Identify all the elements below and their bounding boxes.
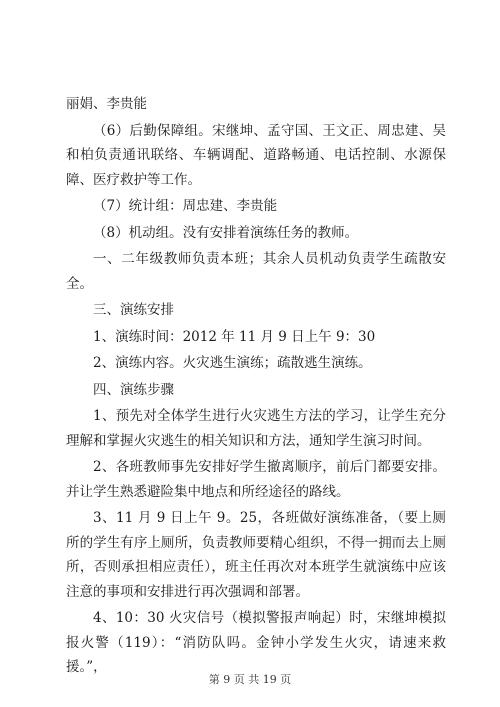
section-heading-drill-arrangement: 三、演练安排 — [93, 302, 174, 318]
paragraph-step-2: 2、各班教师事先安排好学生撤离顺序，前后门都要安排。并让学生熟悉避险集中地点和所经途径的路线。 — [66, 459, 446, 500]
paragraph-continuation: 丽娟、李贵能 — [66, 96, 147, 112]
section-heading-drill-steps: 四、演练步骤 — [93, 381, 174, 398]
paragraph-step-3: 3、11 月 9 日上午 9。25，各班做好演练准备，（要上厕所的学生有序上厕所，负责教师要精心组织，不得一拥而去上厕所，否则承担相应责任），班主任再次对本班学生就演练中应该注意的事项和安排进行再次强调和部署。 — [66, 510, 446, 600]
paragraph-step-4: 4、10：30 火灾信号（模拟警报声响起）时，宋继坤模拟报火警（119）：“消防队吗。金钟小学发生火灾，请速来救援。”， — [66, 610, 446, 675]
page-number-footer: 第 9 页 共 19 页 — [208, 673, 292, 686]
paragraph-logistics-group: （6）后勤保障组。宋继坤、孟守国、王文正、周忠建、吴和柏负责通讯联络、车辆调配、道路畅通、电话控制、水源保障、医疗救护等工作。 — [66, 122, 446, 188]
paragraph-drill-time: 1、演练时间：2012 年 11 月 9 日上午 9：30 — [93, 328, 376, 345]
paragraph-drill-content: 2、演练内容。火灾逃生演练；疏散逃生演练。 — [93, 355, 372, 371]
paragraph-teacher-duty: 一、二年级教师负责本班；其余人员机动负责学生疏散安全。 — [66, 251, 446, 292]
document-body — [66, 92, 446, 680]
paragraph-step-1: 1、预先对全体学生进行火灾逃生方法的学习，让学生充分理解和掌握火灾逃生的相关知识和方法，通知学生演习时间。 — [66, 408, 446, 449]
paragraph-statistics-group: （7）统计组：周忠建、李贵能 — [93, 198, 278, 214]
paragraph-mobile-group: （8）机动组。没有安排着演练任务的教师。 — [93, 224, 359, 241]
